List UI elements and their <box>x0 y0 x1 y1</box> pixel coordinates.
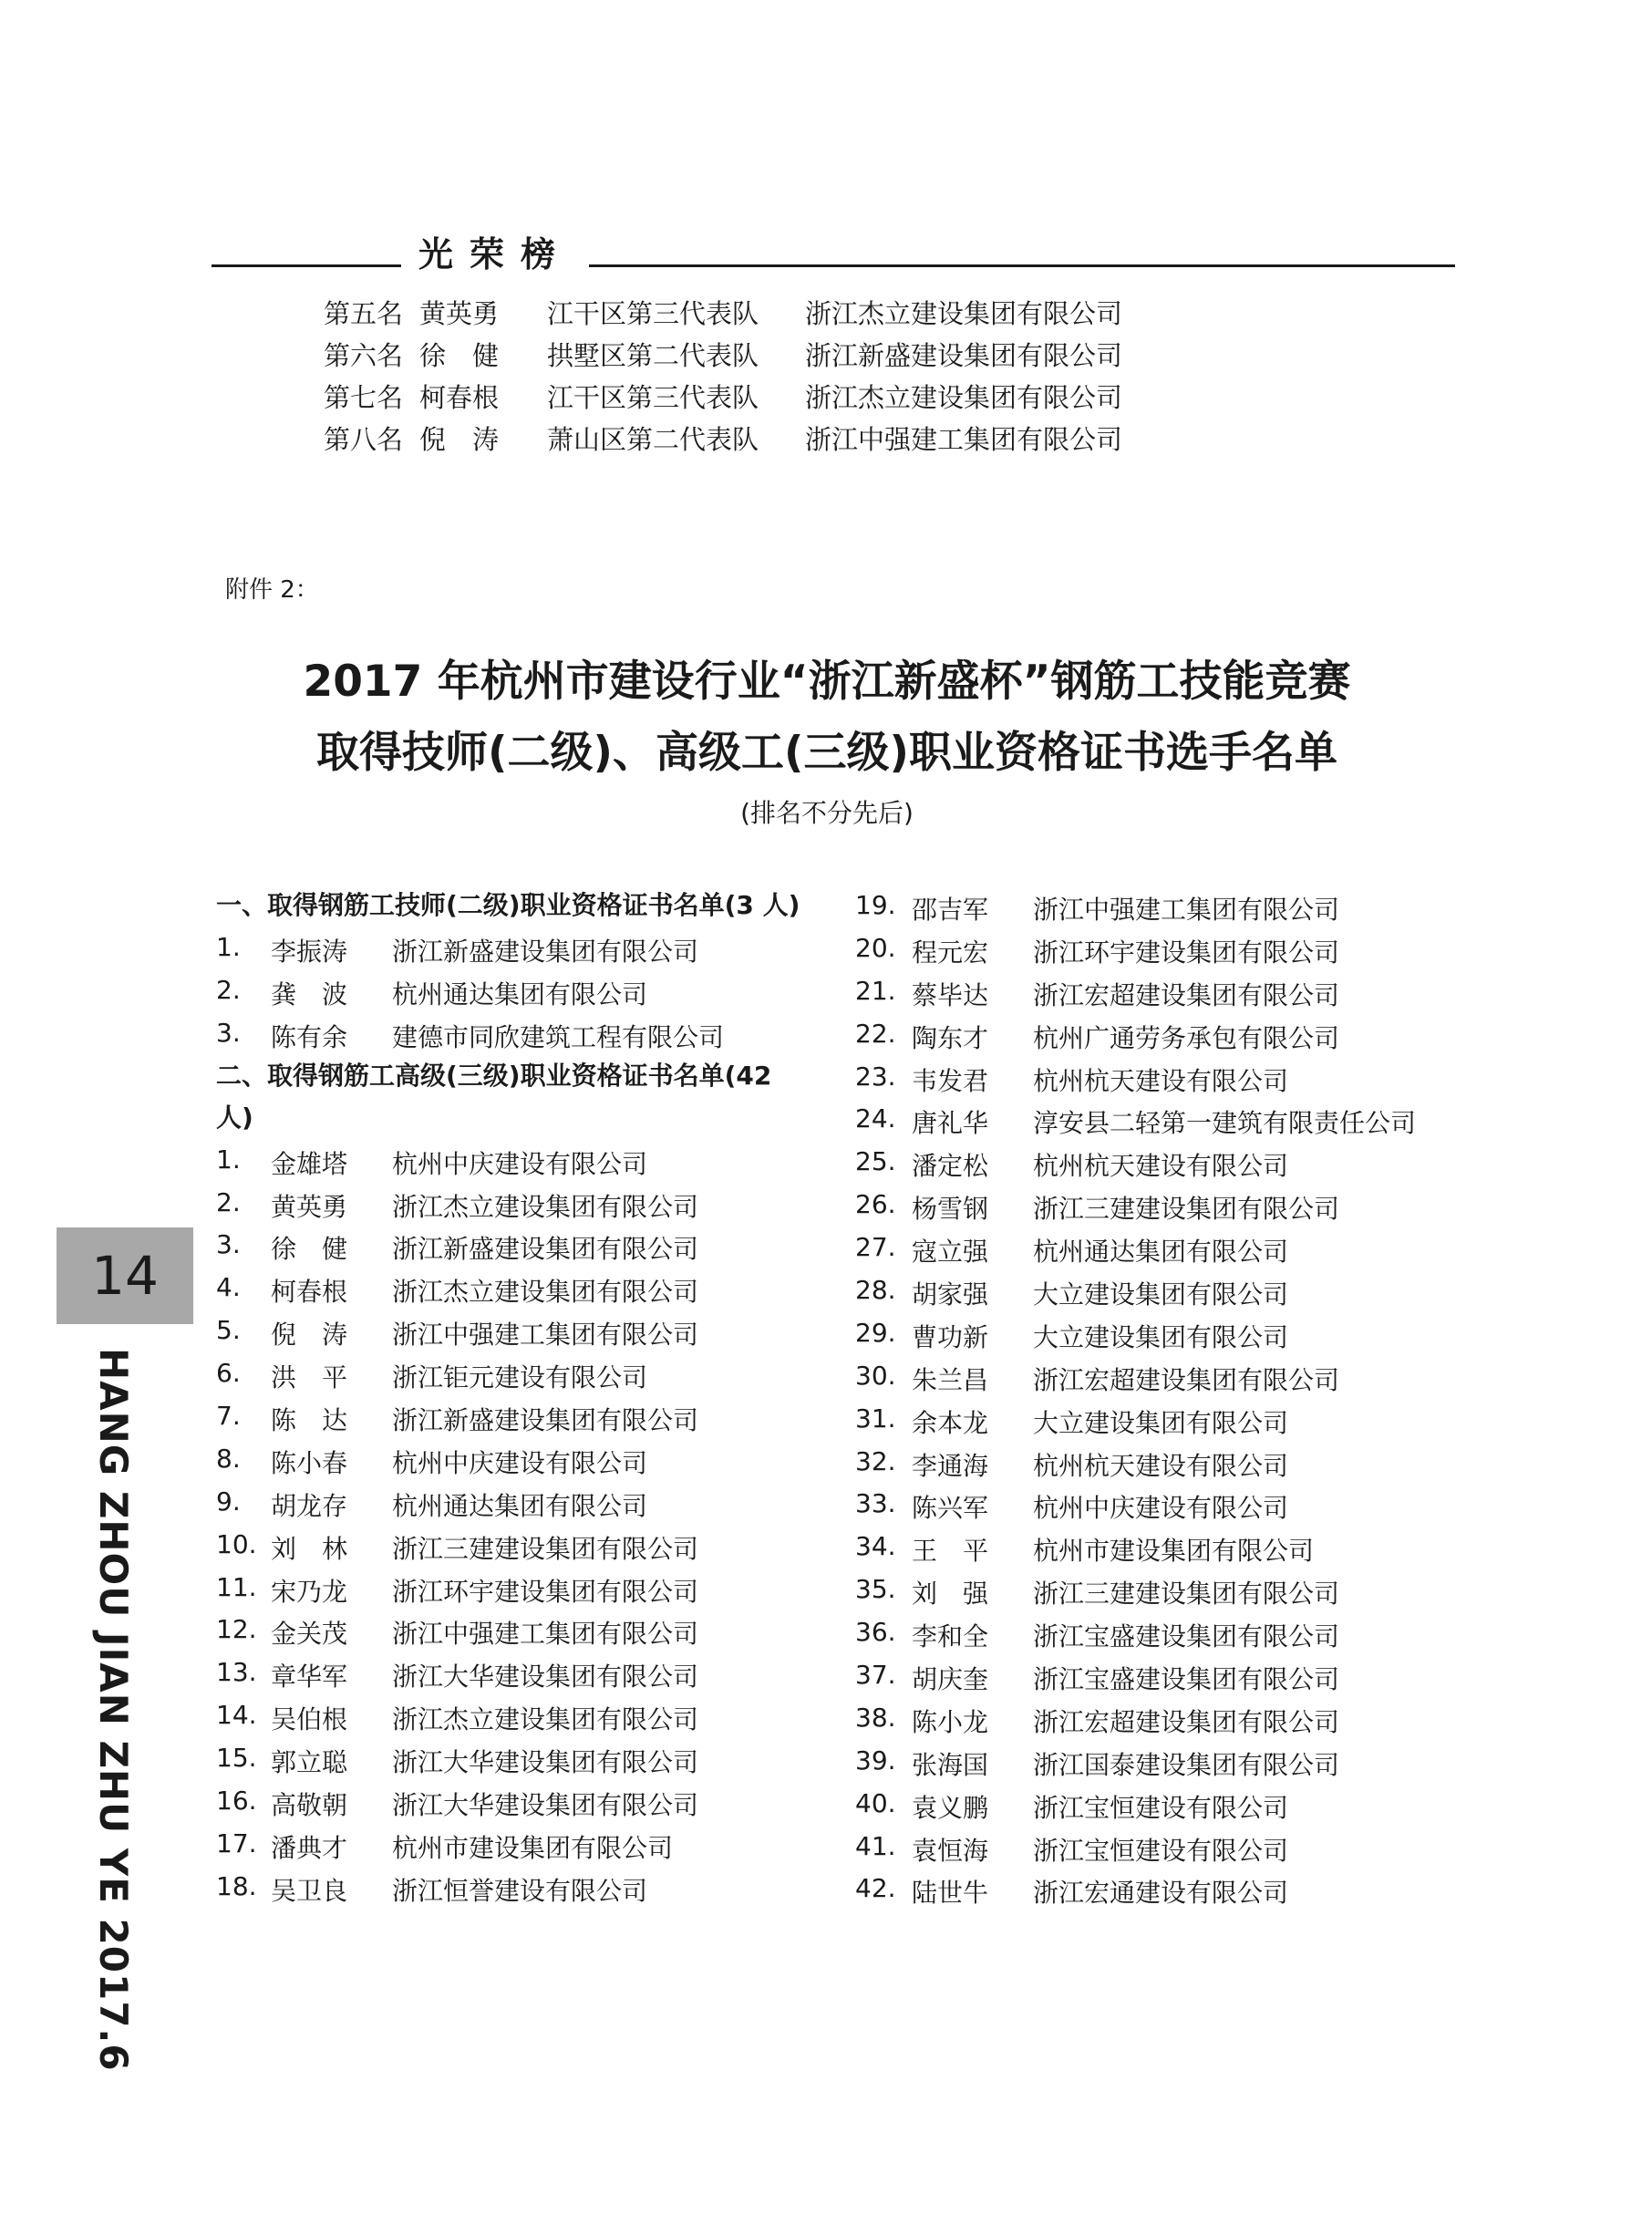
person-name: 潘典才 <box>271 1832 348 1863</box>
item-number: 40. <box>855 1787 896 1818</box>
list-item <box>855 1569 1457 1611</box>
item-number: 42. <box>855 1873 896 1904</box>
item-number: 6. <box>216 1358 241 1389</box>
item-number: 26. <box>855 1189 896 1220</box>
person-name: 程元宏 <box>912 937 989 968</box>
header-rule-right <box>589 264 1455 267</box>
item-number: 4. <box>216 1272 241 1303</box>
person-name: 龚 波 <box>271 978 348 1009</box>
item-number: 11. <box>216 1571 257 1602</box>
item-number: 34. <box>855 1531 896 1562</box>
company-name: 杭州通达集团有限公司 <box>392 978 648 1009</box>
person-name: 胡龙存 <box>271 1490 348 1521</box>
item-number: 31. <box>855 1403 896 1434</box>
item-number: 21. <box>855 975 896 1006</box>
list-item <box>216 1567 827 1610</box>
item-number: 3. <box>216 1229 241 1260</box>
item-number: 27. <box>855 1232 896 1263</box>
item-number: 36. <box>855 1617 896 1648</box>
item-number: 12. <box>216 1614 257 1645</box>
company-name: 杭州中庆建设有限公司 <box>392 1447 648 1478</box>
company-name: 浙江宝恒建设有限公司 <box>1033 1835 1289 1866</box>
person-name: 金关茂 <box>271 1619 348 1650</box>
company-name: 浙江中强建工集团有限公司 <box>392 1619 699 1650</box>
company-name: 浙江环宇建设集团有限公司 <box>1033 937 1340 968</box>
list-item <box>216 1310 827 1352</box>
company-name: 杭州杭天建设有限公司 <box>1033 1151 1289 1182</box>
person-name: 郭立聪 <box>271 1747 348 1778</box>
item-number: 15. <box>216 1743 257 1774</box>
person-name: 宋乃龙 <box>271 1576 348 1607</box>
item-number: 1. <box>216 1144 241 1175</box>
company-name: 杭州市建设集团有限公司 <box>392 1832 674 1863</box>
person-name: 袁恒海 <box>912 1835 989 1866</box>
person-name: 唐礼华 <box>912 1108 989 1139</box>
list-item <box>855 1868 1457 1910</box>
person-name: 蔡毕达 <box>912 979 989 1010</box>
company-name: 浙江宝盛建设集团有限公司 <box>1033 1621 1340 1652</box>
company-name: 大立建设集团有限公司 <box>1033 1321 1289 1352</box>
company-name: 浙江新盛建设集团有限公司 <box>392 1405 699 1436</box>
list-item <box>855 1227 1457 1269</box>
company-name: 浙江钜元建设有限公司 <box>392 1362 648 1393</box>
item-number: 25. <box>855 1146 896 1177</box>
list-item <box>855 1526 1457 1569</box>
list-item <box>216 1823 827 1866</box>
list-item <box>216 1267 827 1310</box>
person-name: 高敬朝 <box>271 1790 348 1821</box>
person-name: 吴卫良 <box>271 1875 348 1906</box>
list-item <box>216 1651 827 1694</box>
page-number: 14 <box>57 1227 193 1324</box>
rank-team: 江干区第三代表队 <box>547 298 759 329</box>
item-number: 13. <box>216 1657 257 1688</box>
item-number: 16. <box>216 1786 257 1817</box>
rank-name: 徐 健 <box>419 340 500 371</box>
person-name: 柯春根 <box>271 1277 348 1308</box>
rank-name: 黄英勇 <box>419 298 500 329</box>
rank-team: 江干区第三代表队 <box>547 382 759 413</box>
section-header-title: 光荣榜 <box>418 234 572 274</box>
company-name: 杭州通达集团有限公司 <box>1033 1237 1289 1268</box>
company-name: 浙江大华建设集团有限公司 <box>392 1747 699 1778</box>
company-name: 浙江国泰建设集团有限公司 <box>1033 1749 1340 1780</box>
rank-label: 第六名 <box>324 340 404 371</box>
person-name: 胡庆奎 <box>912 1664 989 1695</box>
list-item <box>855 1441 1457 1484</box>
company-name: 浙江宏超建设集团有限公司 <box>1033 1364 1340 1395</box>
list-item <box>216 1182 827 1225</box>
person-name: 倪 涛 <box>271 1320 348 1351</box>
header-rule-left <box>212 264 401 267</box>
list-item <box>855 885 1457 927</box>
list-item <box>855 1184 1457 1227</box>
company-name: 浙江三建建设集团有限公司 <box>1033 1579 1340 1610</box>
list-item <box>855 1483 1457 1526</box>
rank-company: 浙江杰立建设集团有限公司 <box>805 382 1123 413</box>
company-name: 大立建设集团有限公司 <box>1033 1407 1289 1438</box>
person-name: 刘 林 <box>271 1533 348 1564</box>
company-name: 浙江大华建设集团有限公司 <box>392 1790 699 1821</box>
list-item <box>855 1141 1457 1184</box>
list-item <box>216 1224 827 1267</box>
list-item <box>216 1352 827 1395</box>
list-item <box>855 1312 1457 1355</box>
list-item <box>216 1438 827 1481</box>
company-name: 浙江宝恒建设有限公司 <box>1033 1792 1289 1823</box>
list-item <box>216 1481 827 1524</box>
list-item <box>216 1866 827 1909</box>
person-name: 余本龙 <box>912 1407 989 1438</box>
left-column <box>216 885 827 1909</box>
person-name: 陈小春 <box>271 1447 348 1478</box>
item-number: 5. <box>216 1315 241 1346</box>
person-name: 金雄塔 <box>271 1148 348 1179</box>
item-number: 3. <box>216 1017 241 1048</box>
list-item <box>855 1355 1457 1398</box>
person-name: 陶东才 <box>912 1022 989 1053</box>
item-number: 32. <box>855 1445 896 1476</box>
rank-team: 拱墅区第二代表队 <box>547 340 759 371</box>
company-name: 浙江宏超建设集团有限公司 <box>1033 1706 1340 1737</box>
list-item <box>855 1013 1457 1056</box>
item-number: 39. <box>855 1745 896 1776</box>
item-number: 19. <box>855 890 896 920</box>
company-name: 浙江宝盛建设集团有限公司 <box>1033 1664 1340 1695</box>
item-number: 7. <box>216 1401 241 1432</box>
rank-company: 浙江中强建工集团有限公司 <box>805 424 1123 455</box>
company-name: 浙江宏超建设集团有限公司 <box>1033 979 1340 1010</box>
person-name: 邵吉军 <box>912 895 989 925</box>
company-name: 浙江恒誉建设有限公司 <box>392 1875 648 1906</box>
company-name: 杭州中庆建设有限公司 <box>1033 1493 1289 1524</box>
company-name: 浙江新盛建设集团有限公司 <box>392 1234 699 1265</box>
list-item <box>216 1012 827 1055</box>
list-item <box>855 1269 1457 1312</box>
section1-heading: 一、取得钢筋工技师(二级)职业资格证书名单(3 人) <box>216 890 800 920</box>
list-item <box>855 1098 1457 1141</box>
person-name: 陈 达 <box>271 1405 348 1436</box>
list-item <box>855 1398 1457 1441</box>
company-name: 建德市同欣建筑工程有限公司 <box>392 1021 725 1052</box>
list-item <box>855 927 1457 970</box>
person-name: 张海国 <box>912 1749 989 1780</box>
item-number: 2. <box>216 1186 241 1217</box>
rank-label: 第八名 <box>324 424 404 455</box>
item-number: 1. <box>216 932 241 962</box>
rank-label: 第五名 <box>324 298 404 329</box>
item-number: 33. <box>855 1488 896 1519</box>
right-column <box>855 885 1457 1910</box>
document-subtitle: (排名不分先后) <box>740 798 914 828</box>
person-name: 陈有余 <box>271 1021 348 1052</box>
person-name: 李通海 <box>912 1450 989 1481</box>
rank-name: 柯春根 <box>419 382 500 413</box>
company-name: 浙江三建建设集团有限公司 <box>392 1533 699 1564</box>
document-title-line2: 取得技师(二级)、高级工(三级)职业资格证书选手名单 <box>316 728 1337 778</box>
item-number: 30. <box>855 1360 896 1391</box>
company-name: 杭州通达集团有限公司 <box>392 1490 648 1521</box>
list-item <box>216 1694 827 1737</box>
item-number: 38. <box>855 1702 896 1733</box>
section1-list <box>216 927 827 1055</box>
company-name: 浙江杰立建设集团有限公司 <box>392 1191 699 1222</box>
list-item <box>216 969 827 1012</box>
list-item <box>855 970 1457 1013</box>
list-item <box>216 1737 827 1780</box>
company-name: 浙江新盛建设集团有限公司 <box>392 937 699 967</box>
company-name: 浙江中强建工集团有限公司 <box>1033 895 1340 925</box>
person-name: 杨雪钢 <box>912 1194 989 1225</box>
list-item <box>855 1056 1457 1099</box>
list-item <box>216 1524 827 1567</box>
rank-company: 浙江新盛建设集团有限公司 <box>805 340 1123 371</box>
person-name: 王 平 <box>912 1536 989 1567</box>
person-name: 徐 健 <box>271 1234 348 1265</box>
company-name: 浙江大华建设集团有限公司 <box>392 1662 699 1693</box>
list-item <box>855 1611 1457 1654</box>
document-title-line1: 2017 年杭州市建设行业“浙江新盛杯”钢筋工技能竞赛 <box>303 657 1351 707</box>
rank-team: 萧山区第二代表队 <box>547 424 759 455</box>
person-name: 陈兴军 <box>912 1493 989 1524</box>
list-item <box>216 1139 827 1182</box>
company-name: 浙江环宇建设集团有限公司 <box>392 1576 699 1607</box>
journal-vertical-label: HANG ZHOU JIAN ZHU YE 2017.6 <box>91 1348 136 2072</box>
company-name: 浙江三建建设集团有限公司 <box>1033 1194 1340 1225</box>
person-name: 吴伯根 <box>271 1704 348 1735</box>
company-name: 浙江中强建工集团有限公司 <box>392 1320 699 1351</box>
list-item <box>855 1697 1457 1740</box>
list-item <box>855 1783 1457 1826</box>
item-number: 23. <box>855 1061 896 1092</box>
list-item <box>855 1826 1457 1869</box>
item-number: 2. <box>216 974 241 1005</box>
list-item <box>216 1395 827 1438</box>
person-name: 章华军 <box>271 1662 348 1693</box>
attachment-label: 附件 2： <box>225 576 319 604</box>
rank-label: 第七名 <box>324 382 404 413</box>
person-name: 李振涛 <box>271 937 348 967</box>
section2-list-right <box>855 885 1457 1910</box>
company-name: 浙江杰立建设集团有限公司 <box>392 1277 699 1308</box>
item-number: 28. <box>855 1275 896 1306</box>
person-name: 曹功新 <box>912 1321 989 1352</box>
item-number: 17. <box>216 1827 257 1858</box>
item-number: 9. <box>216 1486 241 1517</box>
person-name: 韦发君 <box>912 1065 989 1096</box>
list-item <box>216 1609 827 1651</box>
company-name: 浙江宏通建设有限公司 <box>1033 1878 1289 1909</box>
item-number: 22. <box>855 1018 896 1049</box>
section2-list-left <box>216 1139 827 1909</box>
item-number: 41. <box>855 1830 896 1861</box>
item-number: 18. <box>216 1870 257 1901</box>
company-name: 大立建设集团有限公司 <box>1033 1279 1289 1310</box>
item-number: 14. <box>216 1700 257 1731</box>
item-number: 24. <box>855 1103 896 1134</box>
section2-heading: 二、取得钢筋工高级(三级)职业资格证书名单(42 人) <box>216 1060 772 1133</box>
item-number: 20. <box>855 932 896 963</box>
item-number: 10. <box>216 1528 257 1559</box>
item-number: 8. <box>216 1443 241 1474</box>
person-name: 黄英勇 <box>271 1191 348 1222</box>
list-item <box>855 1654 1457 1697</box>
rank-company: 浙江杰立建设集团有限公司 <box>805 298 1123 329</box>
company-name: 杭州广通劳务承包有限公司 <box>1033 1022 1340 1053</box>
list-item <box>216 927 827 969</box>
company-name: 浙江杰立建设集团有限公司 <box>392 1704 699 1735</box>
list-item <box>855 1740 1457 1783</box>
person-name: 朱兰昌 <box>912 1364 989 1395</box>
company-name: 杭州杭天建设有限公司 <box>1033 1450 1289 1481</box>
person-name: 袁义鹏 <box>912 1792 989 1823</box>
company-name: 杭州中庆建设有限公司 <box>392 1148 648 1179</box>
item-number: 29. <box>855 1317 896 1348</box>
list-item <box>216 1780 827 1823</box>
company-name: 杭州杭天建设有限公司 <box>1033 1065 1289 1096</box>
person-name: 陈小龙 <box>912 1706 989 1737</box>
person-name: 寇立强 <box>912 1237 989 1268</box>
person-name: 胡家强 <box>912 1279 989 1310</box>
company-name: 淳安县二轻第一建筑有限责任公司 <box>1033 1108 1417 1139</box>
rank-name: 倪 涛 <box>419 424 500 455</box>
person-name: 洪 平 <box>271 1362 348 1393</box>
person-name: 刘 强 <box>912 1579 989 1610</box>
person-name: 陆世牛 <box>912 1878 989 1909</box>
company-name: 杭州市建设集团有限公司 <box>1033 1536 1315 1567</box>
item-number: 35. <box>855 1574 896 1605</box>
person-name: 李和全 <box>912 1621 989 1652</box>
person-name: 潘定松 <box>912 1151 989 1182</box>
item-number: 37. <box>855 1660 896 1691</box>
